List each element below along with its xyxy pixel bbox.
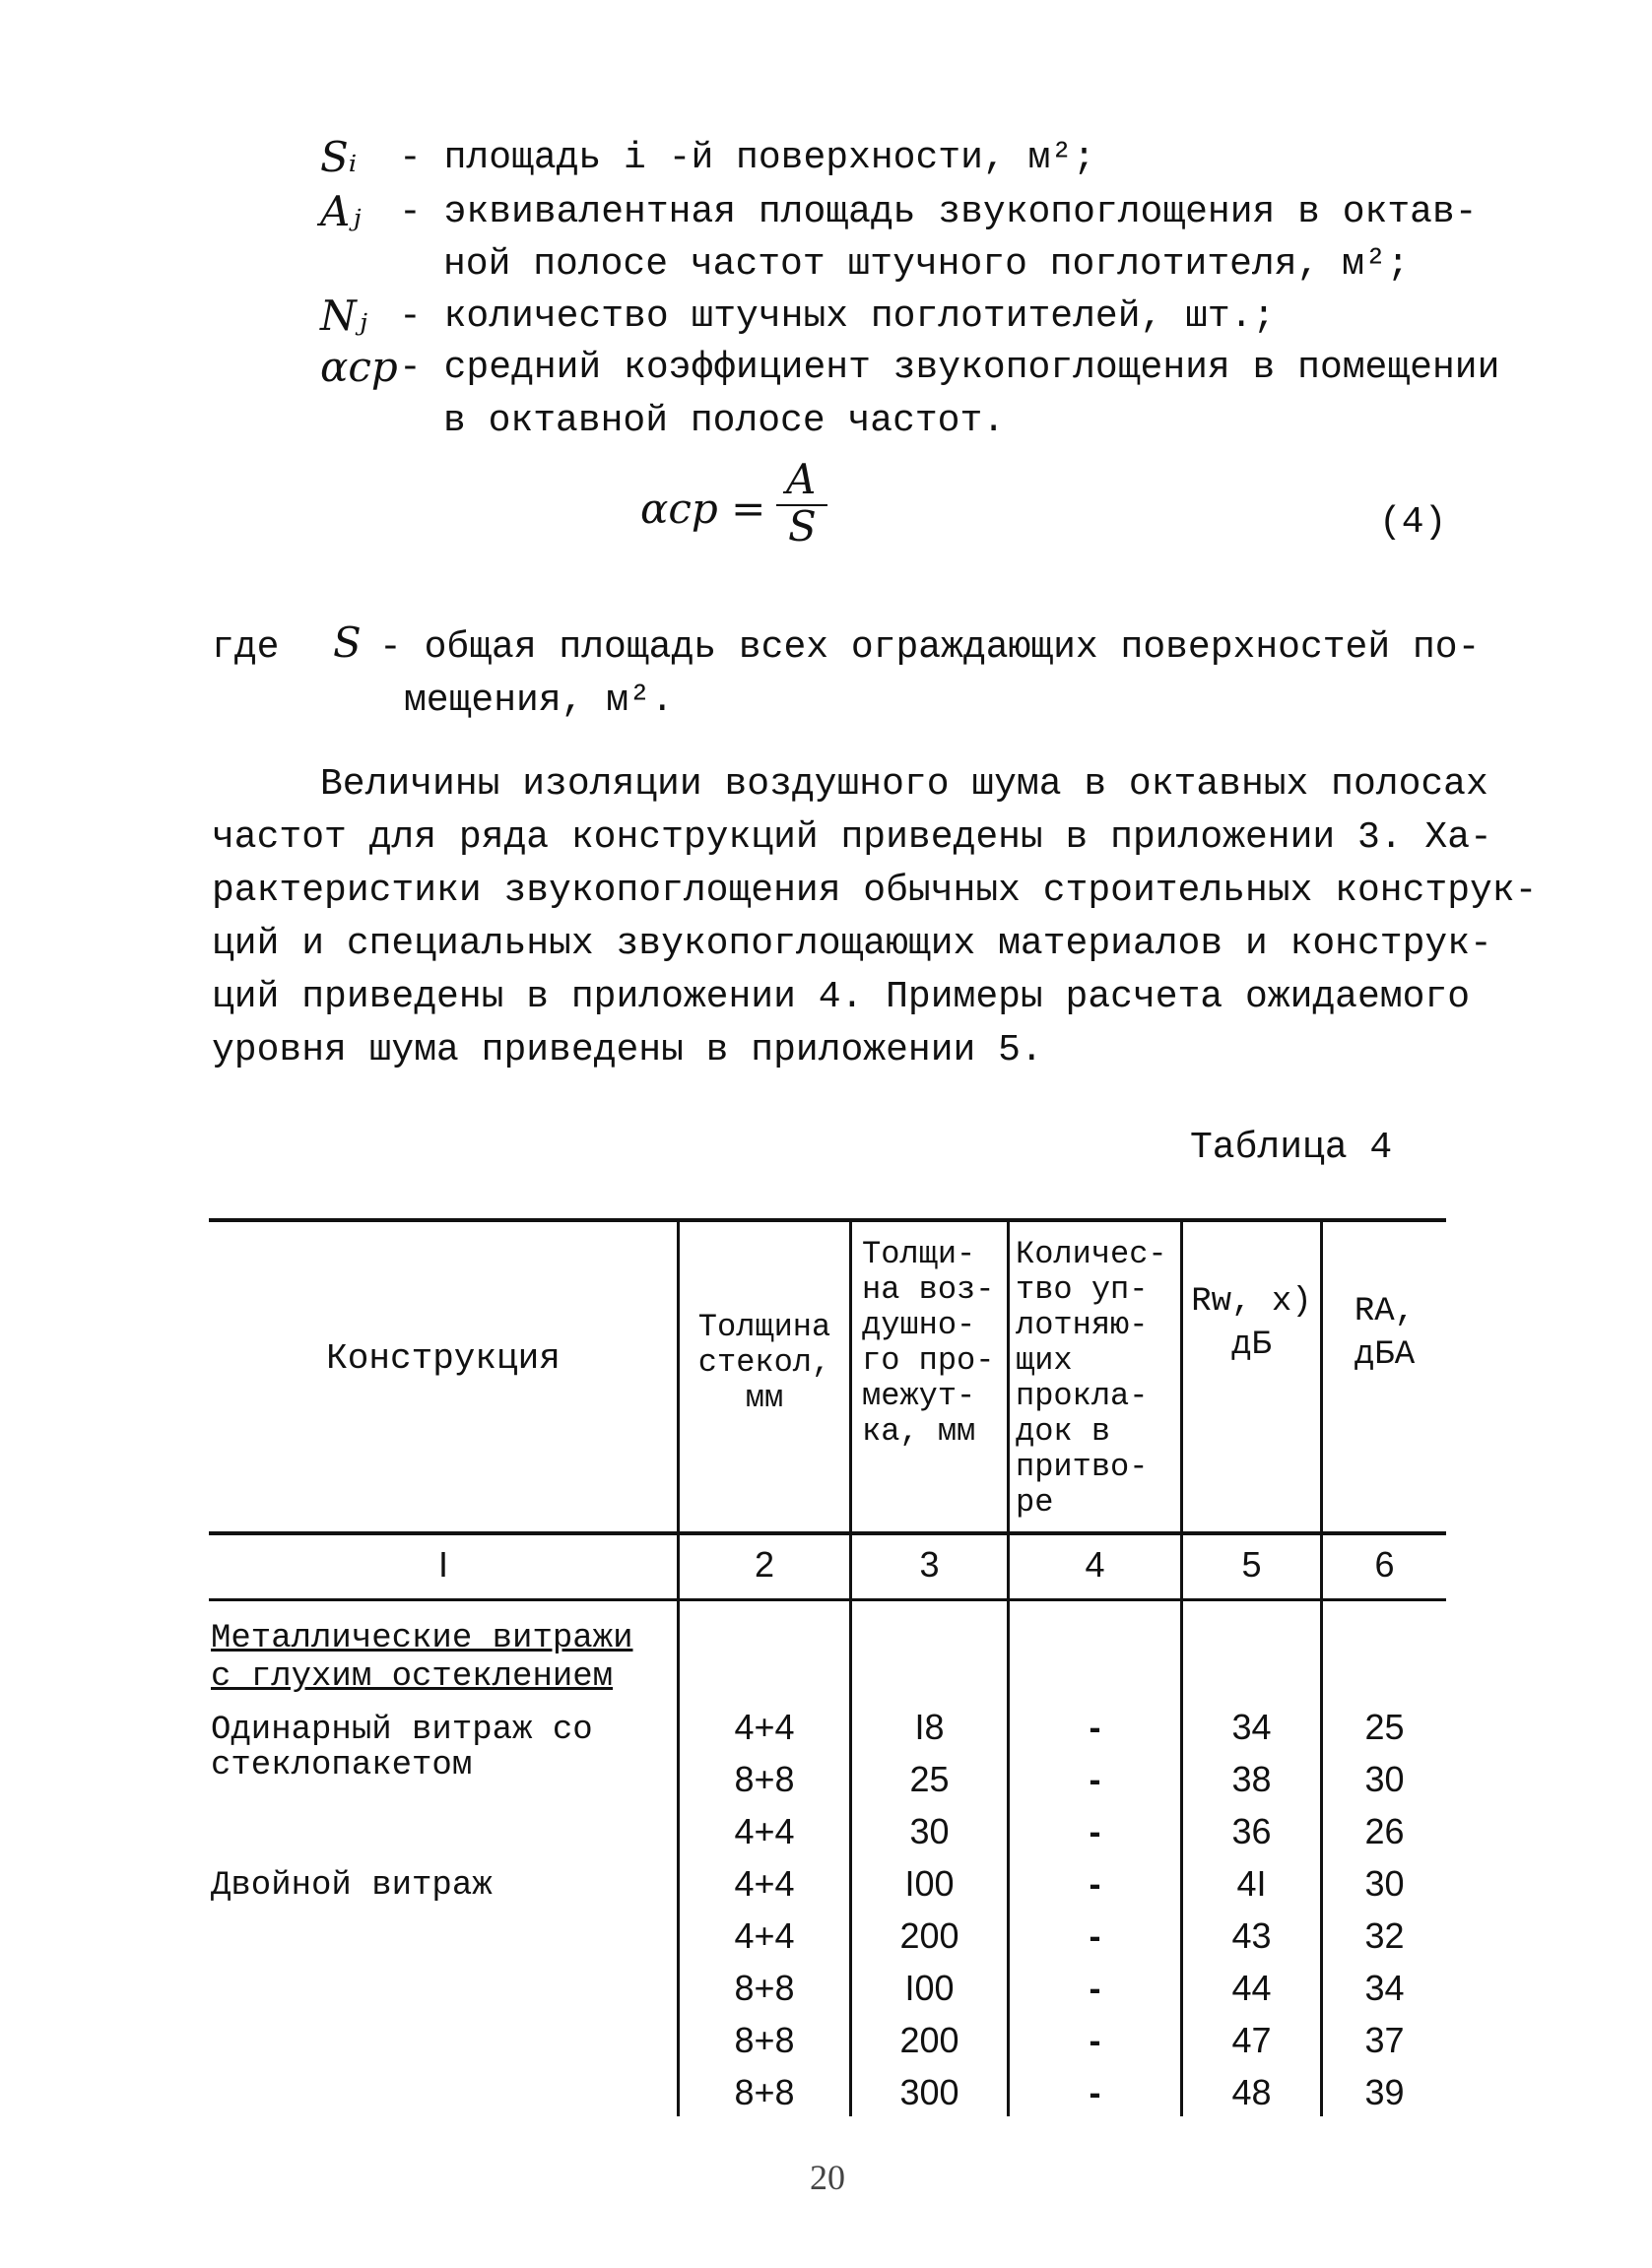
column-number: 6	[1374, 1544, 1395, 1585]
table-caption: Таблица 4	[1190, 1127, 1393, 1169]
group-title: с глухим остеклением	[211, 1658, 614, 1696]
table-numbers-rule	[209, 1598, 1446, 1601]
table-cell: -	[1089, 1915, 1101, 1956]
where-line-2: мещения, м².	[404, 680, 674, 722]
column-number: 5	[1241, 1544, 1262, 1585]
formula	[640, 455, 877, 551]
table-cell: 30	[909, 1811, 950, 1851]
table-cell: -	[1089, 1759, 1101, 1799]
table-cell: 32	[1364, 1915, 1405, 1956]
symbol-a-j: Aⱼ	[320, 187, 362, 235]
table-cell: -	[1089, 1707, 1101, 1747]
table-top-rule	[209, 1218, 1446, 1222]
table-header-rule	[209, 1531, 1446, 1535]
symbol-alpha-sr: αср	[320, 343, 398, 391]
table-cell: 4+4	[734, 1915, 795, 1956]
header-air-gap: Толщи- на воз- душно- го про- межут- ка, мм	[862, 1236, 995, 1450]
table-cell: 4+4	[734, 1707, 795, 1747]
where-line-1: - общая площадь всех ограждающих поверхностей по-	[379, 626, 1481, 669]
table-cell: 34	[1231, 1707, 1272, 1747]
formula-number: (4)	[1379, 501, 1447, 544]
formula-lhs: αср =	[640, 485, 766, 533]
table-cell: 25	[909, 1759, 950, 1799]
definition-text: - количество штучных поглотителей, шт.;	[399, 295, 1276, 338]
definition-text: - эквивалентная площадь звукопоглощения в октав-	[399, 191, 1478, 233]
column-number: 4	[1085, 1544, 1105, 1585]
definition-text: ной полосе частот штучного поглотителя, м²;	[443, 243, 1410, 286]
table-cell: 48	[1231, 2072, 1272, 2112]
column-number: I	[437, 1544, 448, 1585]
table-cell: -	[1089, 1968, 1101, 2008]
table-cell: 8+8	[734, 2020, 795, 2060]
table-cell: 8+8	[734, 2072, 795, 2112]
definition-text: - площадь i -й поверхности, м²;	[399, 137, 1095, 179]
page-number: 20	[810, 2158, 845, 2197]
table-cell: 200	[899, 2020, 959, 2060]
table-cell: -	[1089, 2020, 1101, 2060]
table-cell: -	[1089, 1811, 1101, 1851]
paragraph-line: Величины изоляции воздушного шума в октавных полосах	[320, 763, 1488, 806]
table-cell: 30	[1364, 1863, 1405, 1904]
paragraph-line: рактеристики звукопоглощения обычных строительных конструк-	[212, 870, 1538, 912]
table-cell: 26	[1364, 1811, 1405, 1851]
table-cell: 4+4	[734, 1863, 795, 1904]
formula-denominator: S	[788, 502, 817, 551]
column-number: 2	[754, 1544, 775, 1585]
table-cell: 34	[1364, 1968, 1405, 2008]
paragraph-line: частот для ряда конструкций приведены в приложении 3. Ха-	[212, 816, 1492, 859]
table-cell: 37	[1364, 2020, 1405, 2060]
where-label: где	[212, 626, 280, 669]
table-cell: 300	[899, 2072, 959, 2112]
header-ra: RA, дБА	[1354, 1293, 1416, 1374]
table-cell: 36	[1231, 1811, 1272, 1851]
table-cell: 8+8	[734, 1759, 795, 1799]
definition-text: - средний коэффициент звукопоглощения в помещении	[399, 347, 1500, 389]
table-cell: -	[1089, 2072, 1101, 2112]
table-cell: 4+4	[734, 1811, 795, 1851]
header-glass-thickness: Толщина стекол, мм	[697, 1309, 831, 1416]
paragraph-line: уровня шума приведены в приложении 5.	[212, 1029, 1043, 1071]
table-cell: I00	[904, 1968, 955, 2008]
table-cell: 44	[1231, 1968, 1272, 2008]
body-paragraph	[212, 758, 1538, 1077]
row-label: Двойной витраж	[211, 1867, 493, 1905]
symbol-n-j: Nⱼ	[320, 292, 367, 340]
table-cell: -	[1089, 1863, 1101, 1904]
table-cell: 30	[1364, 1759, 1405, 1799]
table-cell: 4I	[1236, 1863, 1267, 1904]
table-cell: 200	[899, 1915, 959, 1956]
row-label: стеклопакетом	[211, 1747, 473, 1784]
table-cell: 8+8	[734, 1968, 795, 2008]
header-rw: Rw, x) дБ	[1191, 1283, 1312, 1364]
table-cell: 39	[1364, 2072, 1405, 2112]
header-construction: Конструкция	[326, 1338, 561, 1379]
header-seal-count: Количес- тво уп- лотняю- щих прокла- док в притво- ре	[1016, 1236, 1167, 1521]
symbol-s-i: Sᵢ	[320, 133, 358, 181]
column-number: 3	[919, 1544, 940, 1585]
table-cell: 43	[1231, 1915, 1272, 1956]
definition-text: в октавной полосе частот.	[443, 400, 1006, 442]
table-cell: I8	[914, 1707, 945, 1747]
where-symbol: S	[333, 618, 362, 667]
table-cell: 25	[1364, 1707, 1405, 1747]
table-cell: 38	[1231, 1759, 1272, 1799]
formula-numerator: A	[786, 455, 817, 503]
table-cell: 47	[1231, 2020, 1272, 2060]
row-label: Одинарный витраж со	[211, 1712, 593, 1749]
paragraph-line: ций и специальных звукопоглощающих материалов и конструк-	[212, 923, 1492, 965]
paragraph-line: ций приведены в приложении 4. Примеры расчета ожидаемого	[212, 976, 1471, 1018]
table-cell: I00	[904, 1863, 955, 1904]
group-title: Металлические витражи	[211, 1620, 633, 1657]
